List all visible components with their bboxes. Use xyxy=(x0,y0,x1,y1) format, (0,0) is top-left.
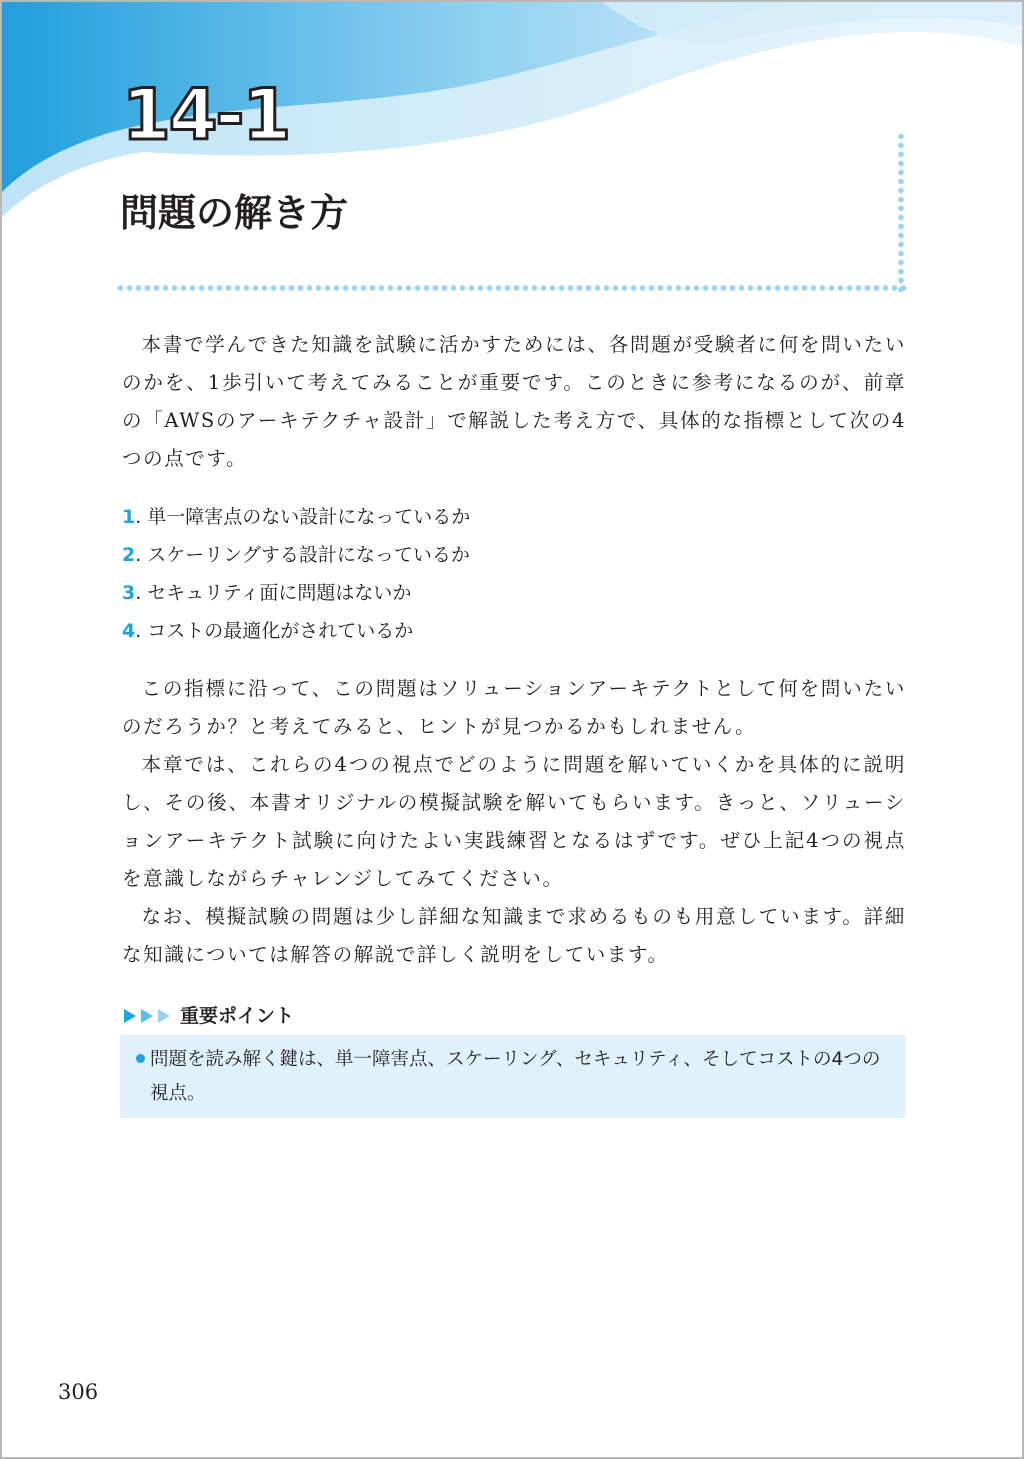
bullet-dot-icon xyxy=(136,1054,145,1063)
list-item-text: セキュリティ面に問題はないか xyxy=(147,582,412,604)
list-item: 1. 単一障害点のない設計になっているか xyxy=(122,506,471,528)
body-paragraph: なお、模擬試験の問題は少し詳細な知識まで求めるものも用意しています。詳細な知識については解答の解説で詳しく説明をしています。 xyxy=(122,905,906,966)
criteria-list xyxy=(122,498,470,650)
list-number: 4 xyxy=(122,620,136,642)
list-item: 3. セキュリティ面に問題はないか xyxy=(122,582,412,604)
list-number: 1 xyxy=(122,506,136,528)
intro-paragraph: 本書で学んできた知識を試験に活かすためには、各問題が受験者に何を問いたいのかを、1歩引いて考えてみることが重要です。このときに参考になるのが、前章の「AWSのアーキテクチャ設計」で解説した考え方で、具体的な指標として次の4つの点です。 xyxy=(122,333,906,470)
list-item-text: スケーリングする設計になっているか xyxy=(147,544,470,566)
triple-triangle-arrow-icon xyxy=(122,1007,176,1025)
dotted-border-vertical xyxy=(897,132,905,292)
section-title: 問題の解き方 xyxy=(120,191,349,235)
list-item: 2. スケーリングする設計になっているか xyxy=(122,544,470,566)
list-number: 2 xyxy=(122,544,136,566)
body-paragraph: 本章では、これらの4つの視点でどのように問題を解いていくかを具体的に説明し、その後、本書オリジナルの模擬試験を解いてもらいます。きっと、ソリューションアーキテクト試験に向けたよい実践練習となるはずです。ぜひ上記4つの視点を意識しながらチャレンジしてみてください。 xyxy=(122,753,906,890)
list-item-text: 単一障害点のない設計になっているか xyxy=(147,506,471,528)
key-point-heading-label: 重要ポイント xyxy=(180,1005,295,1027)
body-paragraph: この指標に沿って、この問題はソリューションアーキテクトとして何を問いたいのだろうか？と考えてみると、ヒントが見つかるかもしれません。 xyxy=(122,677,906,738)
list-item-text: コストの最適化がされているか xyxy=(147,620,414,642)
key-point-text: 問題を読み解く鍵は、単一障害点、スケーリング、セキュリティ、そしてコストの4つの視点。 xyxy=(150,1049,881,1104)
list-number: 3 xyxy=(122,582,136,604)
key-point-box xyxy=(120,1035,905,1118)
dotted-border-horizontal xyxy=(116,284,906,292)
section-number: 14-1 xyxy=(122,74,290,156)
page-number: 306 xyxy=(58,1380,99,1404)
list-item: 4. コストの最適化がされているか xyxy=(122,620,414,642)
key-point-heading xyxy=(122,1002,294,1030)
